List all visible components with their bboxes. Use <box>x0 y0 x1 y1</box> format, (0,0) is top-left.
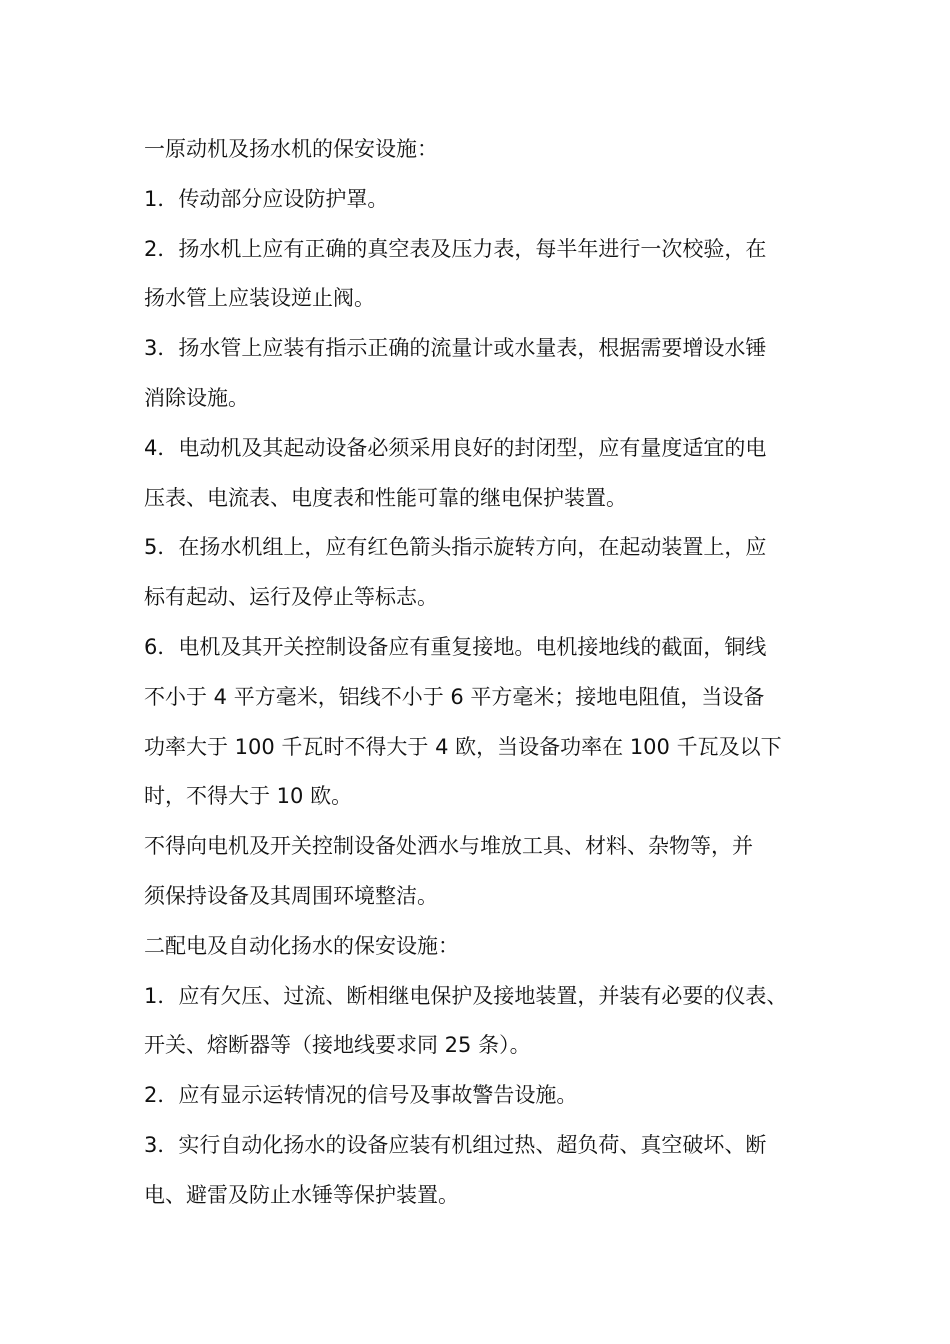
text-line: 消除设施。 <box>144 385 249 410</box>
section-heading-1: 一原动机及扬水机的保安设施： <box>144 137 438 161</box>
text-line: 标有起动、运行及停止等标志。 <box>144 585 438 610</box>
text-line: 3．实行自动化扬水的设备应装有机组过热、超负荷、真空破坏、断 <box>144 1132 767 1157</box>
text-line: 3．扬水管上应装有指示正确的流量计或水量表，根据需要增设水锤 <box>144 336 767 361</box>
text-line: 1．应有欠压、过流、断相继电保护及接地装置，并装有必要的仪表、 <box>144 983 788 1008</box>
document-body <box>144 125 834 1221</box>
text-line: 时，不得大于 10 欧。 <box>144 784 353 809</box>
text-line: 不小于 4 平方毫米，铝线不小于 6 平方毫米；接地电阻值，当设备 <box>144 684 765 709</box>
text-line: 2．扬水机上应有正确的真空表及压力表，每半年进行一次校验，在 <box>144 236 767 261</box>
text-line: 功率大于 100 千瓦时不得大于 4 欧，当设备功率在 100 千瓦及以下 <box>144 734 782 759</box>
text-line: 4．电动机及其起动设备必须采用良好的封闭型，应有量度适宜的电 <box>144 435 767 460</box>
text-line: 不得向电机及开关控制设备处洒水与堆放工具、材料、杂物等，并 <box>144 834 753 859</box>
text-line: 扬水管上应装设逆止阀。 <box>144 286 375 311</box>
text-line: 压表、电流表、电度表和性能可靠的继电保护装置。 <box>144 485 627 510</box>
text-line: 开关、熔断器等（接地线要求同 25 条）。 <box>144 1033 531 1058</box>
text-line: 2．应有显示运转情况的信号及事故警告设施。 <box>144 1083 578 1108</box>
text-line: 须保持设备及其周围环境整洁。 <box>144 883 438 908</box>
text-line: 1．传动部分应设防护罩。 <box>144 186 389 211</box>
text-line: 5．在扬水机组上，应有红色箭头指示旋转方向，在起动装置上，应 <box>144 535 767 560</box>
text-line: 6．电机及其开关控制设备应有重复接地。电机接地线的截面，铜线 <box>144 634 767 659</box>
section-heading-2: 二配电及自动化扬水的保安设施： <box>144 933 459 958</box>
text-line: 电、避雷及防止水锤等保护装置。 <box>144 1182 459 1207</box>
